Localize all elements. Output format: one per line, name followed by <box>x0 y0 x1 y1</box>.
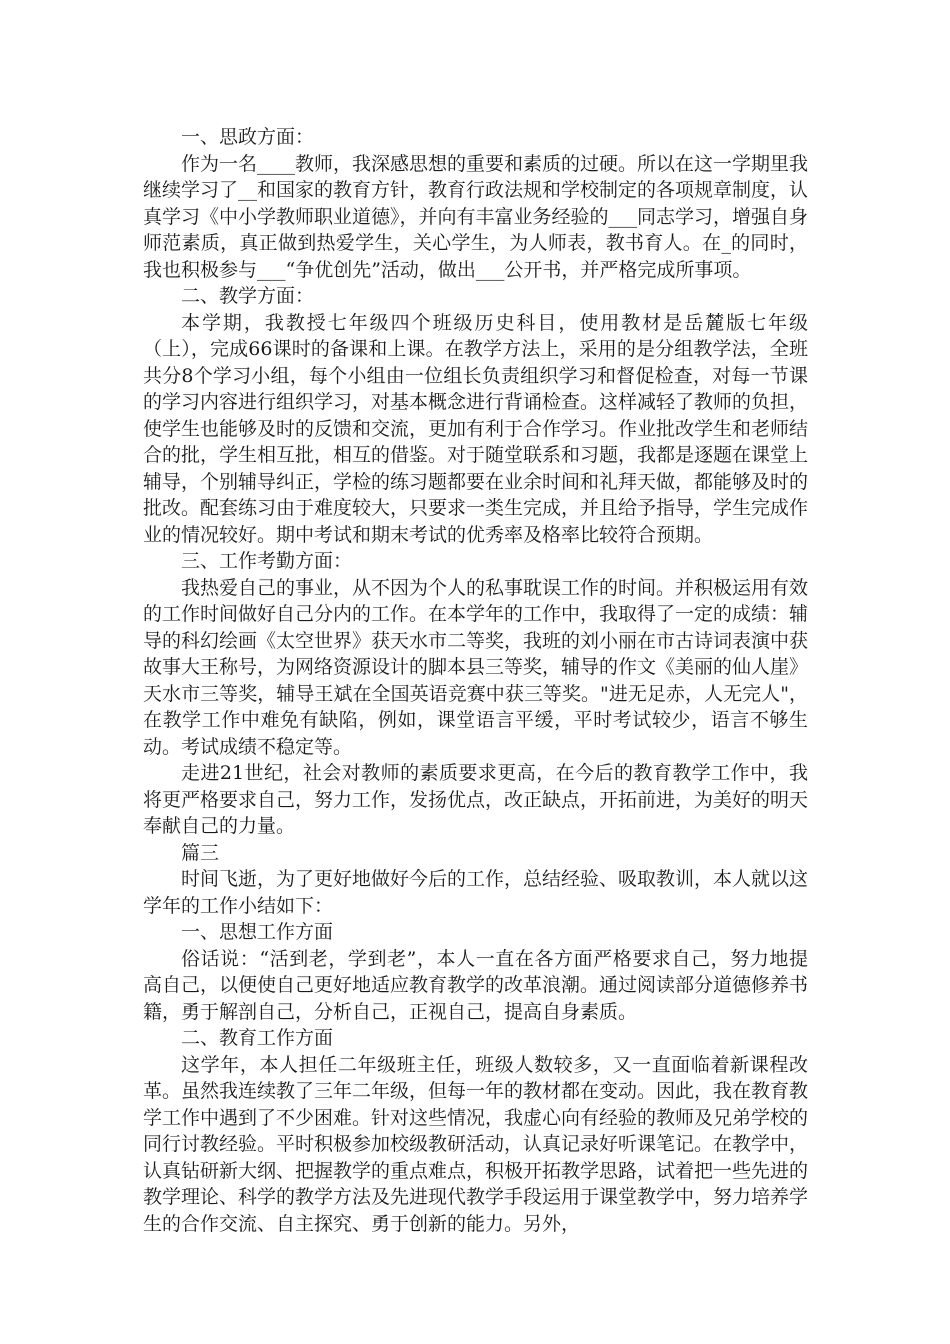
section-heading-teaching: 二、教学方面： <box>181 285 315 307</box>
chapter-heading-part-three: 篇三 <box>181 841 220 864</box>
paragraph-intro: 时间飞逝，为了更好地做好今后的工作，总结经验、吸取教训，本人就以这学年的工作小结如下： <box>143 868 809 917</box>
section-heading-attendance: 三、工作考勤方面： <box>181 550 353 572</box>
section-heading-ideology: 一、思政方面： <box>181 126 315 148</box>
section-heading-thought-work: 一、思想工作方面 <box>181 921 334 943</box>
paragraph-teaching: 本学期，我教授七年级四个班级历史科目，使用教材是岳麓版七年级（上），完成66课时的备课和上课。在教学方法上，采用的是分组教学法，全班共分8个学习小组，每个小组由一位组长负责组织学习和督促检查，对每一节课的学习内容进行组织学习，对基本概念进行背诵检查。这样减轻了教师的负担，使学生也能够及时的反馈和交流，更加有利于合作学习。作业批改学生和老师结合的批，学生相互批，相互的借鉴。对于随堂联系和习题，我都是逐题在课堂上辅导，个别辅导纠正，学检的练习题都要在业余时间和礼拜天做，都能够及时的批改。配套练习由于难度较大，只要求一类生完成，并且给予指导，学生完成作业的情况较好。期中考试和期末考试的优秀率及格率比较符合预期。 <box>143 311 809 546</box>
paragraph-education-work: 这学年，本人担任二年级班主任，班级人数较多，又一直面临着新课程改革。虽然我连续教了三年二年级，但每一年的教材都在变动。因此，我在教育教学工作中遇到了不少困难。针对这些情况，我虚心向有经验的教师及兄弟学校的同行讨教经验。平时积极参加校级教研活动，认真记录好听课笔记。在教学中，认真钻研新大纲、把握教学的重点难点，积极开拓教学思路，试着把一些先进的教学理论、科学的教学方法及先进现代教学手段运用于课堂教学中，努力培养学生的合作交流、自主探究、勇于创新的能力。另外， <box>143 1053 809 1235</box>
paragraph-thought-work: 俗话说：“活到老，学到老”，本人一直在各方面严格要求自己，努力地提高自己，以便使自己更好地适应教育教学的改革浪潮。通过阅读部分道德修养书籍，勇于解剖自己，分析自己，正视自己，提高自身素质。 <box>143 947 809 1023</box>
paragraph-outlook: 走进21世纪，社会对教师的素质要求更高，在今后的教育教学工作中，我将更严格要求自己，努力工作，发扬优点，改正缺点，开拓前进，为美好的明天奉献自己的力量。 <box>143 762 809 837</box>
paragraph-ideology: 作为一名____教师，我深感思想的重要和素质的过硬。所以在这一学期里我继续学习了__和国家的教育方针，教育行政法规和学校制定的各项规章制度，认真学习《中小学教师职业道德》，并向有丰富业务经验的___同志学习，增强自身师范素质，真正做到热爱学生，关心学生，为人师表，教书育人。在_的同时，我也积极参与___“争优创先”活动，做出___公开书，并严格完成所事项。 <box>143 152 809 281</box>
document-body <box>143 124 808 1237</box>
section-heading-education-work: 二、教育工作方面 <box>181 1027 334 1049</box>
paragraph-attendance: 我热爱自己的事业，从不因为个人的私事耽误工作的时间。并积极运用有效的工作时间做好自己分内的工作。在本学年的工作中，我取得了一定的成绩：辅导的科幻绘画《太空世界》获天水市二等奖，我班的刘小丽在市古诗词表演中获故事大王称号，为网络资源设计的脚本县三等奖，辅导的作文《美丽的仙人崖》天水市三等奖，辅导王斌在全国英语竞赛中获三等奖。"进无足赤，人无完人"，在教学工作中难免有缺陷，例如，课堂语言平缓，平时考试较少，语言不够生动。考试成绩不稳定等。 <box>143 576 809 758</box>
